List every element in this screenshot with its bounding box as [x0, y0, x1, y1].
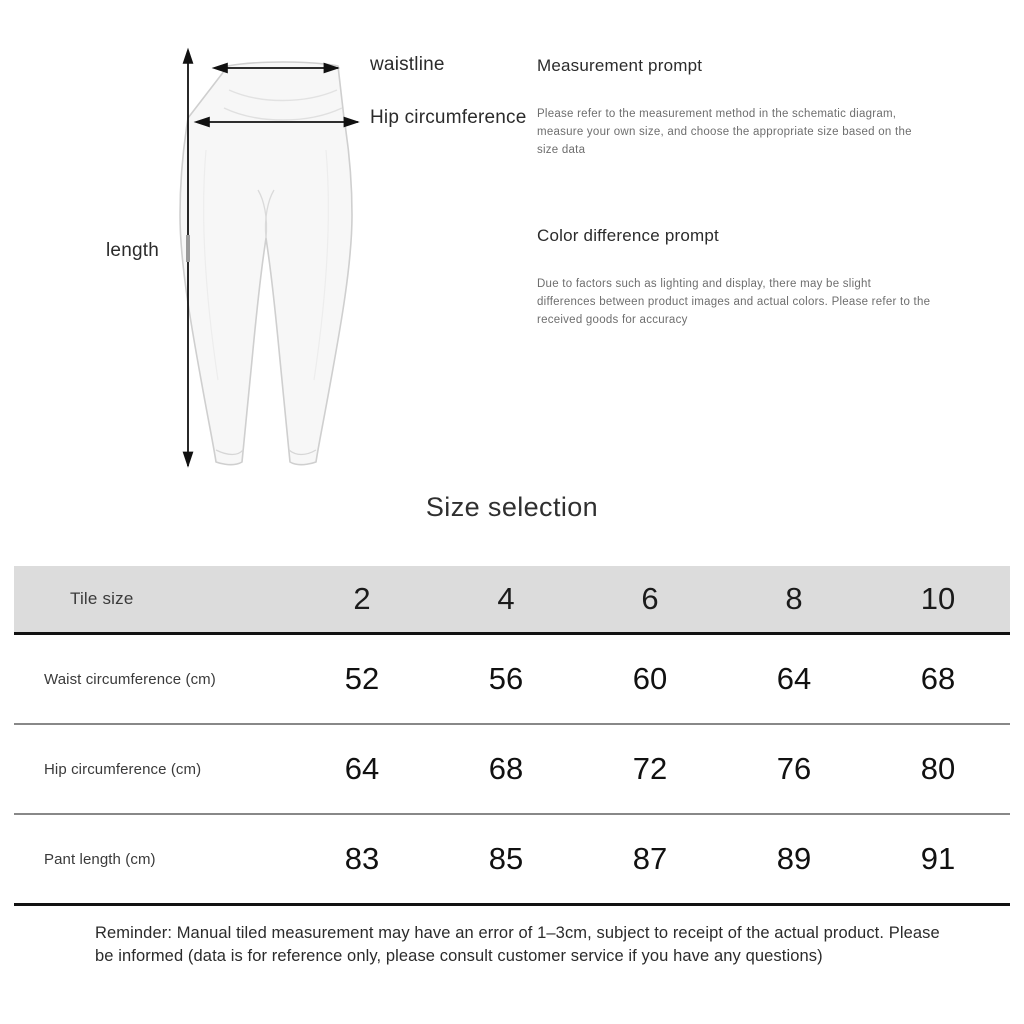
pant-length-size-2: 83: [290, 814, 434, 905]
measurement-prompt-title: Measurement prompt: [537, 56, 703, 75]
table-header-row: [14, 566, 1010, 634]
color-difference-prompt-title: Color difference prompt: [537, 226, 719, 245]
waist-size-4: 56: [434, 634, 578, 725]
color-difference-prompt-body: Due to factors such as lighting and display, there may be slight differences between product images and actual colors. Please refer to the received goods for accuracy: [537, 278, 931, 326]
measurement-prompt-block: [537, 56, 937, 159]
hip-size-2: 64: [290, 724, 434, 814]
waistline-label: waistline: [370, 54, 445, 75]
pant-length-size-4: 85: [434, 814, 578, 905]
length-label: length: [106, 240, 159, 261]
waist-size-6: 60: [578, 634, 722, 725]
pant-length-size-8: 89: [722, 814, 866, 905]
measurement-diagram: [0, 0, 527, 490]
header-size-10: 10: [866, 566, 1010, 634]
header-size-4: 4: [434, 566, 578, 634]
pant-length-size-10: 91: [866, 814, 1010, 905]
size-selection-title: Size selection: [425, 492, 599, 522]
row-label-hip: Hip circumference (cm): [14, 724, 290, 814]
header-size-6: 6: [578, 566, 722, 634]
size-table-body: [14, 634, 1010, 905]
size-chart-table: [14, 566, 1010, 906]
table-row: [14, 814, 1010, 905]
waist-size-2: 52: [290, 634, 434, 725]
hip-circumference-label: Hip circumference: [370, 107, 527, 128]
header-size-2: 2: [290, 566, 434, 634]
hip-size-8: 76: [722, 724, 866, 814]
hip-size-6: 72: [578, 724, 722, 814]
header-size-8: 8: [722, 566, 866, 634]
row-label-pant-length: Pant length (cm): [14, 814, 290, 905]
table-row: [14, 724, 1010, 814]
header-tile-size: Tile size: [14, 566, 290, 634]
hip-size-10: 80: [866, 724, 1010, 814]
size-table-head: [14, 566, 1010, 634]
table-row: [14, 634, 1010, 725]
reminder-text: Reminder: Manual tiled measurement may have an error of 1–3cm, subject to receipt of the actual product. Please be informed (data is for reference only, please consult customer service if you have any questions): [95, 924, 940, 966]
pant-length-size-6: 87: [578, 814, 722, 905]
hip-size-4: 68: [434, 724, 578, 814]
waist-size-8: 64: [722, 634, 866, 725]
waist-size-10: 68: [866, 634, 1010, 725]
row-label-waist: Waist circumference (cm): [14, 634, 290, 725]
measurement-prompt-body: Please refer to the measurement method in the schematic diagram, measure your own size, and choose the appropriate size based on the size data: [537, 108, 912, 156]
color-difference-prompt-block: [537, 226, 937, 329]
